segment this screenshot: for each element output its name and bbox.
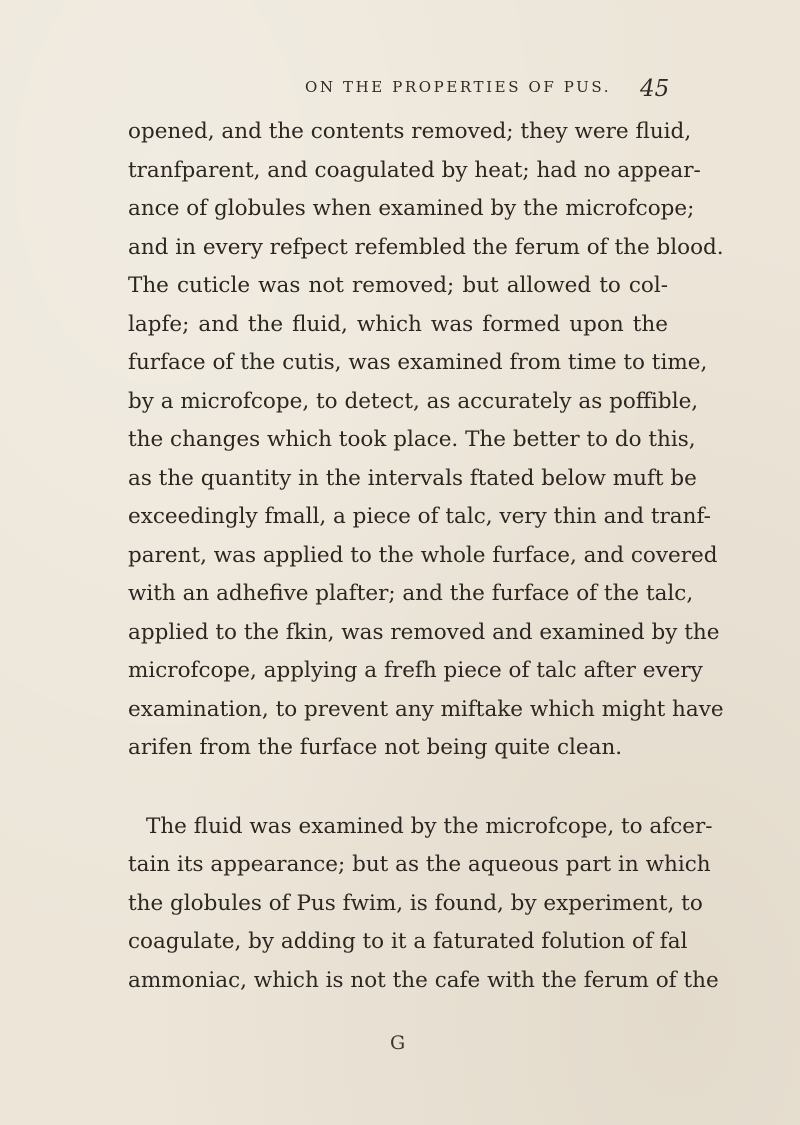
- body-text: [128, 113, 724, 1000]
- text-line: furface of the cutis, was examined from time to time,: [128, 350, 708, 375]
- text-line: tain its appearance; but as the aqueous part in which: [128, 852, 711, 877]
- page-number: 45: [640, 76, 670, 102]
- text-line: examination, to prevent any miftake which might have: [128, 696, 724, 722]
- text-line: applied to the fkin, was removed and examined by the: [128, 619, 720, 645]
- running-head: [0, 78, 800, 108]
- paragraph-spacer: [128, 768, 668, 808]
- text-line: and in every refpect refembled the ferum of the blood.: [128, 234, 724, 260]
- text-line: exceedingly fmall, a piece of talc, very thin and tranf-: [128, 504, 711, 529]
- text-line: with an adhefive plafter; and the furface of the talc,: [128, 581, 694, 606]
- text-line: The cuticle was not removed; but allowed to col-: [128, 273, 668, 298]
- text-line: opened, and the contents removed; they were fluid,: [128, 119, 692, 144]
- paragraph-2: [128, 808, 719, 1001]
- text-line: microfcope, applying a frefh piece of talc after every: [128, 658, 703, 683]
- text-line: by a microfcope, to detect, as accurately as poffible,: [128, 388, 699, 414]
- running-title: ON THE PROPERTIES OF PUS.: [305, 78, 612, 96]
- text-line: tranfparent, and coagulated by heat; had no appear-: [128, 157, 701, 183]
- text-line: as the quantity in the intervals ftated below muft be: [128, 465, 697, 491]
- text-line: coagulate, by adding to it a faturated folution of fal: [128, 929, 688, 954]
- signature-mark: G: [390, 1032, 406, 1054]
- text-line: parent, was applied to the whole furface, and covered: [128, 542, 718, 568]
- text-line: lapfe; and the fluid, which was formed upon the: [128, 311, 668, 337]
- text-line: arifen from the furface not being quite clean.: [128, 735, 623, 760]
- text-line: ance of globules when examined by the microfcope;: [128, 196, 695, 221]
- text-line: The fluid was examined by the microfcope, to afcer-: [146, 813, 713, 839]
- text-line: the globules of Pus fwim, is found, by experiment, to: [128, 890, 703, 916]
- text-line: ammoniac, which is not the cafe with the ferum of the: [128, 967, 719, 993]
- paragraph-1: [128, 113, 724, 768]
- text-line: the changes which took place. The better to do this,: [128, 427, 696, 452]
